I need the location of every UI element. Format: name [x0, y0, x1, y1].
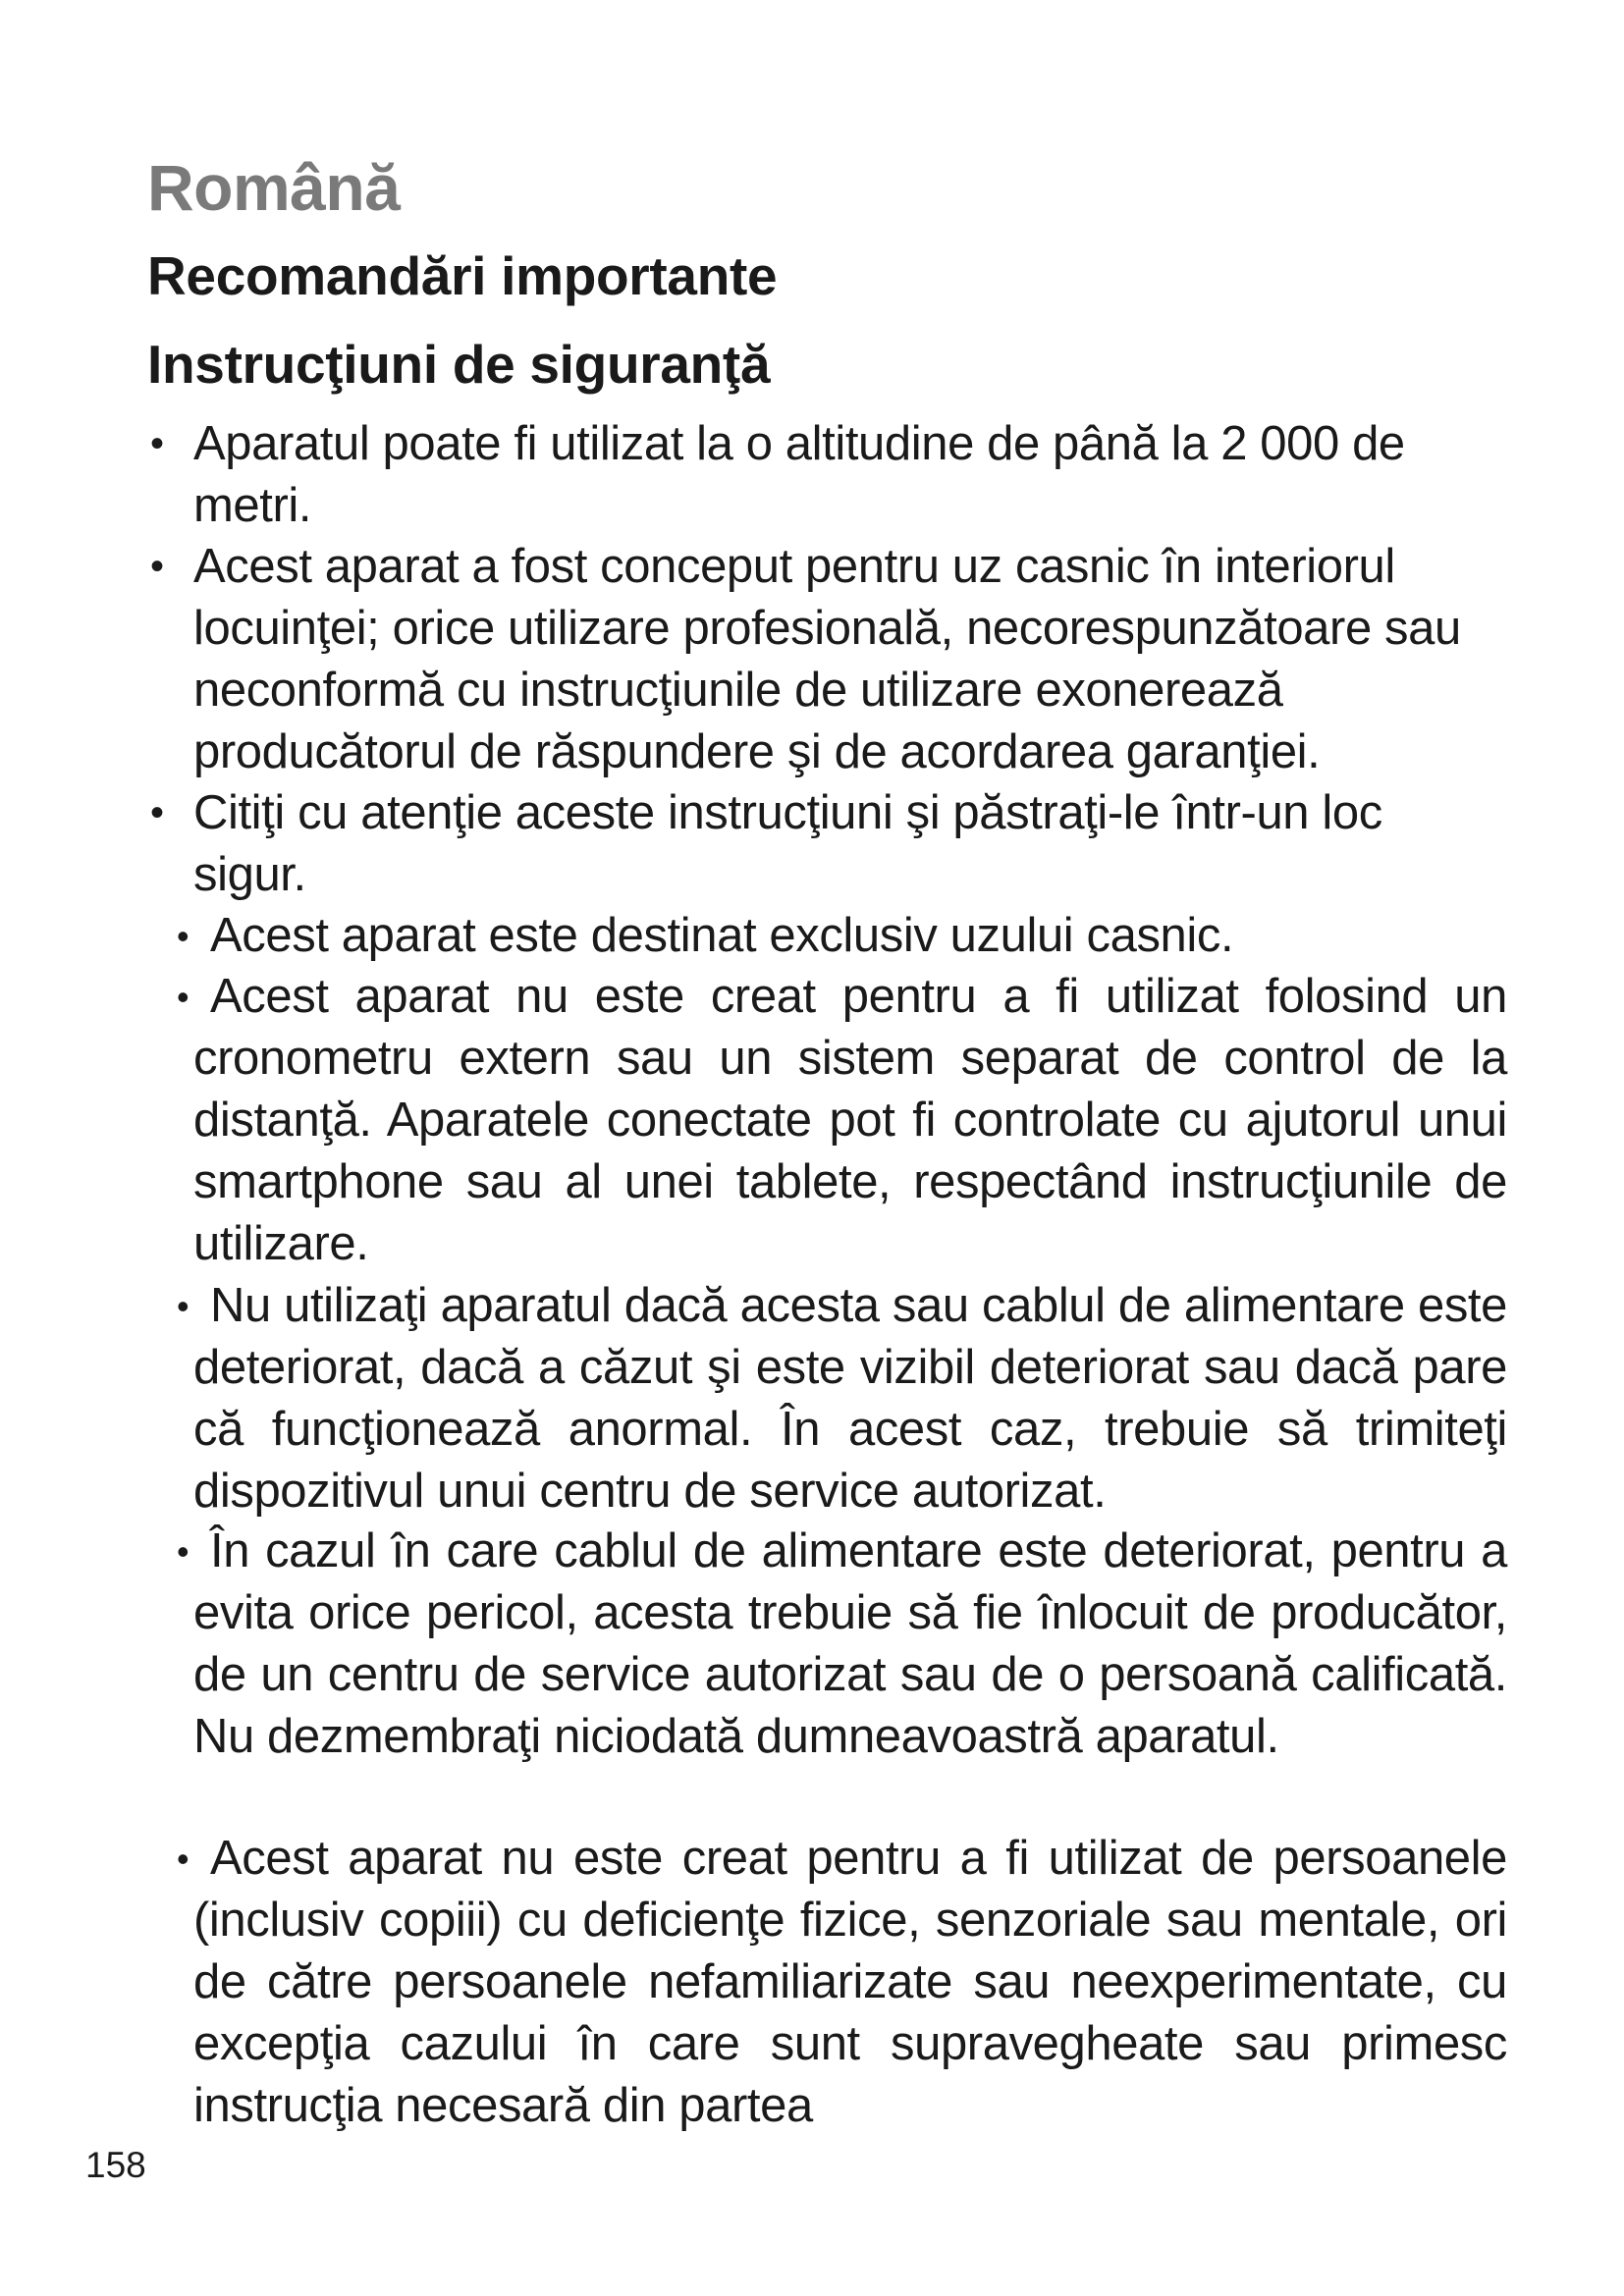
bullet-dot: •: [177, 1839, 189, 1879]
safety-item-read-instructions: [150, 782, 1491, 906]
safety-item-text: Acest aparat nu este creat pentru a fi utilizat folosind un cronometru extern sau un sistem separat de control de la distanţă. Aparatele conectate pot fi controlate cu ajutorul unui smartphone sau al unei tablete, respectând instrucţiunile de utilizare.: [193, 970, 1507, 1270]
safety-item-damaged-cord: [177, 1521, 1507, 1768]
bullet-dot: •: [177, 1531, 189, 1572]
safety-item-text: Aparatul poate fi utilizat la o altitudine de până la 2 000 de metri.: [193, 417, 1405, 532]
safety-item-text: Acest aparat a fost conceput pentru uz casnic în interiorul locuinţei; orice utilizare profesională, necorespunzătoare sau neconformă cu instrucţiunile de utilizare exonerează producătorul de răspundere şi de acordarea garanţiei.: [193, 540, 1461, 778]
safety-item-text: În cazul în care cablul de alimentare este deteriorat, pentru a evita orice pericol, acesta trebuie să fie înlocuit de producător, de un centru de service autorizat sau de o persoană calificată. Nu dezmembraţi niciodată dumneavoastră aparatul.: [193, 1524, 1507, 1763]
bullet-dot: •: [150, 545, 164, 588]
bullet-dot: •: [177, 977, 189, 1017]
safety-item-text: Citiţi cu atenţie aceste instrucţiuni şi păstraţi-le într-un loc sigur.: [193, 786, 1382, 901]
safety-item-text: Acest aparat este destinat exclusiv uzului casnic.: [210, 909, 1234, 962]
safety-item-external-timer: [177, 966, 1507, 1275]
bullet-dot: •: [150, 791, 164, 834]
safety-item-household-use: [150, 536, 1491, 783]
safety-item-altitude: [150, 413, 1491, 537]
safety-item-text: Nu utilizaţi aparatul dacă acesta sau cablul de alimentare este deteriorat, dacă a căzut şi este vizibil deteriorat sau dacă pare că funcţionează anormal. În acest caz, trebuie să trimiteţi dispozitivul unui centru de service autorizat.: [193, 1279, 1507, 1518]
safety-heading: Instrucţiuni de siguranţă: [147, 334, 771, 395]
bullet-dot: •: [177, 916, 189, 956]
safety-item-domestic-only: [177, 905, 1491, 967]
page-number: 158: [85, 2145, 146, 2185]
safety-item-text: Acest aparat nu este creat pentru a fi utilizat de persoanele (inclusiv copiii) cu deficienţe fizice, senzoriale sau mentale, ori de către persoanele nefamiliarizate sau neexperimentate, cu excepţia cazului în care sunt supravegheate sau primesc instrucţia necesară din partea: [193, 1832, 1507, 2132]
bullet-dot: •: [150, 422, 164, 465]
recommendations-heading: Recomandări importante: [147, 245, 778, 306]
safety-item-damaged-appliance: [177, 1275, 1507, 1522]
bullet-dot: •: [177, 1286, 189, 1326]
language-title: Română: [147, 151, 401, 224]
safety-item-reduced-capabilities: [177, 1828, 1507, 2137]
